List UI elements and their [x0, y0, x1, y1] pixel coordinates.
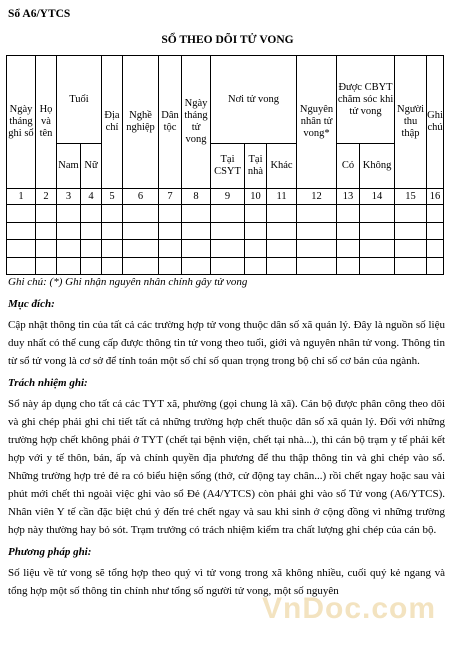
table-cell — [159, 257, 182, 275]
table-cell — [245, 222, 267, 240]
table-cell — [245, 240, 267, 258]
table-cell — [57, 240, 81, 258]
table-cell — [267, 240, 297, 258]
table-cell — [123, 240, 159, 258]
muc-dich-heading: Mục đích: — [8, 298, 55, 310]
table-cell — [267, 257, 297, 275]
table-cell — [123, 222, 159, 240]
table-cell — [36, 205, 57, 223]
table-cell — [427, 240, 444, 258]
table-cell — [102, 205, 123, 223]
table-cell — [297, 222, 337, 240]
col-dia-chi: Địa chỉ — [102, 56, 123, 189]
table-cell — [57, 257, 81, 275]
table-cell — [102, 257, 123, 275]
col-dan-toc: Dân tộc — [159, 56, 182, 189]
column-number: 5 — [102, 189, 123, 205]
col-ngay-thang-ghi-so: Ngày tháng ghi sổ — [7, 56, 36, 189]
table-cell — [360, 257, 395, 275]
table-cell — [36, 222, 57, 240]
trach-nhiem-text: Sổ này áp dụng cho tất cả các TYT xã, phường (gọi chung là xã). Cán bộ được phân công theo dõi và ghi chép phải ghi chi tiết tất cả những trường hợp chết thuộc dân số xã quản lý. Đối với những trường hợp chết không phải ở TYT (chết tại bệnh viện, chết tại nhà...), thì cán bộ trạm y tế phải kết hợp với y tế thôn, bản, ấp và chính quyền địa phương để thu thập thông tin và ghi chép vào sổ. Những trường hợp trẻ đẻ ra có biểu hiện sống (thở, cử động tay chân...) rồi chết ngay hoặc sau vài phút mới chết thì ngoài việc ghi vào sổ Đẻ (A4/YTCS) còn phải ghi vào sổ Tử vong (A6/YTCS). Nhân viên Y tế cần đặc biệt chú ý đến trẻ chết ngay và sau khi sinh ở cộng đồng vì những trường hợp này thường hay bỏ sót. Trạm trưởng có trách nhiệm kiểm tra chất lượng ghi chép của cán bộ. — [8, 398, 445, 536]
column-number-row — [7, 189, 444, 205]
column-number: 8 — [182, 189, 211, 205]
table-cell — [337, 222, 360, 240]
col-tuoi: Tuổi — [57, 56, 102, 144]
table-cell — [297, 240, 337, 258]
table-cell — [159, 240, 182, 258]
col-nguyen-nhan: Nguyên nhân tử vong* — [297, 56, 337, 189]
table-cell — [360, 222, 395, 240]
column-number: 9 — [211, 189, 245, 205]
table-cell — [182, 257, 211, 275]
table-cell — [102, 240, 123, 258]
column-number: 3 — [57, 189, 81, 205]
table-cell — [36, 240, 57, 258]
table-cell — [427, 205, 444, 223]
table-cell — [337, 205, 360, 223]
table-cell — [7, 257, 36, 275]
col-nam: Nam — [57, 144, 81, 189]
table-cell — [81, 240, 102, 258]
col-noi-tu-vong: Nơi tử vong — [211, 56, 297, 144]
trach-nhiem-heading: Trách nhiệm ghi: — [8, 377, 88, 389]
column-number: 13 — [337, 189, 360, 205]
phuong-phap-heading: Phương pháp ghi: — [8, 546, 92, 558]
col-tai-nha: Tại nhà — [245, 144, 267, 189]
col-khac: Khác — [267, 144, 297, 189]
column-number: 11 — [267, 189, 297, 205]
table-cell — [159, 222, 182, 240]
table-cell — [81, 257, 102, 275]
table-row — [7, 240, 444, 258]
table-cell — [102, 222, 123, 240]
col-nguoi-thu-thap: Người thu thập — [395, 56, 427, 189]
column-number: 4 — [81, 189, 102, 205]
form-code: Sổ A6/YTCS — [8, 8, 71, 20]
watermark-logo: VnDoc.com — [262, 592, 437, 625]
col-co: Có — [337, 144, 360, 189]
table-cell — [395, 205, 427, 223]
table-row — [7, 205, 444, 223]
table-cell — [360, 205, 395, 223]
table-cell — [245, 257, 267, 275]
col-ho-ten: Họ và tên — [36, 56, 57, 189]
table-cell — [211, 205, 245, 223]
col-ghi-chu: Ghi chú — [427, 56, 444, 189]
table-cell — [57, 205, 81, 223]
table-cell — [182, 240, 211, 258]
table-note: Ghi chú: (*) Ghi nhận nguyên nhân chính gây tử vong — [8, 276, 248, 288]
table-cell — [267, 222, 297, 240]
col-ngay-thang-tu-vong: Ngày tháng tử vong — [182, 56, 211, 189]
column-number: 12 — [297, 189, 337, 205]
table-cell — [81, 205, 102, 223]
muc-dich-text: Cập nhật thông tin của tất cả các trường hợp tử vong thuộc dân số xã quản lý. Đây là nguồn số liệu duy nhất có thể cung cấp được thông tin tử vong theo tuổi, giới và nguyên nhân tử vong. Thông tin từ sổ tử vong là cơ sở để tính toán một số chỉ số quan trọng trong bộ chỉ số cơ bản của ngành. — [8, 319, 445, 367]
table-cell — [395, 222, 427, 240]
column-number: 16 — [427, 189, 444, 205]
table-cell — [360, 240, 395, 258]
table-cell — [159, 205, 182, 223]
table-cell — [297, 205, 337, 223]
col-nghe-nghiep: Nghề nghiệp — [123, 56, 159, 189]
table-cell — [297, 257, 337, 275]
col-tai-csyt: Tại CSYT — [211, 144, 245, 189]
death-register-table — [6, 55, 444, 275]
column-number: 10 — [245, 189, 267, 205]
column-number: 7 — [159, 189, 182, 205]
col-duoc-cbyt: Được CBYT chăm sóc khi tử vong — [337, 56, 395, 144]
table-cell — [57, 222, 81, 240]
table-cell — [7, 240, 36, 258]
page-title: SỔ THEO DÕI TỬ VONG — [161, 34, 294, 46]
table-cell — [337, 240, 360, 258]
table-cell — [427, 222, 444, 240]
table-cell — [211, 222, 245, 240]
table-cell — [395, 257, 427, 275]
column-number: 14 — [360, 189, 395, 205]
table-cell — [211, 257, 245, 275]
column-number: 1 — [7, 189, 36, 205]
table-row — [7, 222, 444, 240]
table-cell — [123, 257, 159, 275]
table-cell — [337, 257, 360, 275]
table-cell — [395, 240, 427, 258]
table-cell — [123, 205, 159, 223]
table-row — [7, 257, 444, 275]
table-cell — [211, 240, 245, 258]
table-cell — [7, 205, 36, 223]
table-cell — [7, 222, 36, 240]
table-cell — [81, 222, 102, 240]
table-cell — [245, 205, 267, 223]
table-cell — [182, 222, 211, 240]
table-cell — [182, 205, 211, 223]
table-cell — [427, 257, 444, 275]
column-number: 15 — [395, 189, 427, 205]
column-number: 2 — [36, 189, 57, 205]
table-cell — [267, 205, 297, 223]
col-khong: Không — [360, 144, 395, 189]
column-number: 6 — [123, 189, 159, 205]
table-cell — [36, 257, 57, 275]
col-nu: Nữ — [81, 144, 102, 189]
phuong-phap-text: Số liệu về tử vong sẽ tổng hợp theo quý vì tử vong trong xã không nhiều, cuối quý kẻ ngang và tổng hợp một số thông tin chính như tổng số người tử vong, một số nguyên — [8, 567, 445, 597]
